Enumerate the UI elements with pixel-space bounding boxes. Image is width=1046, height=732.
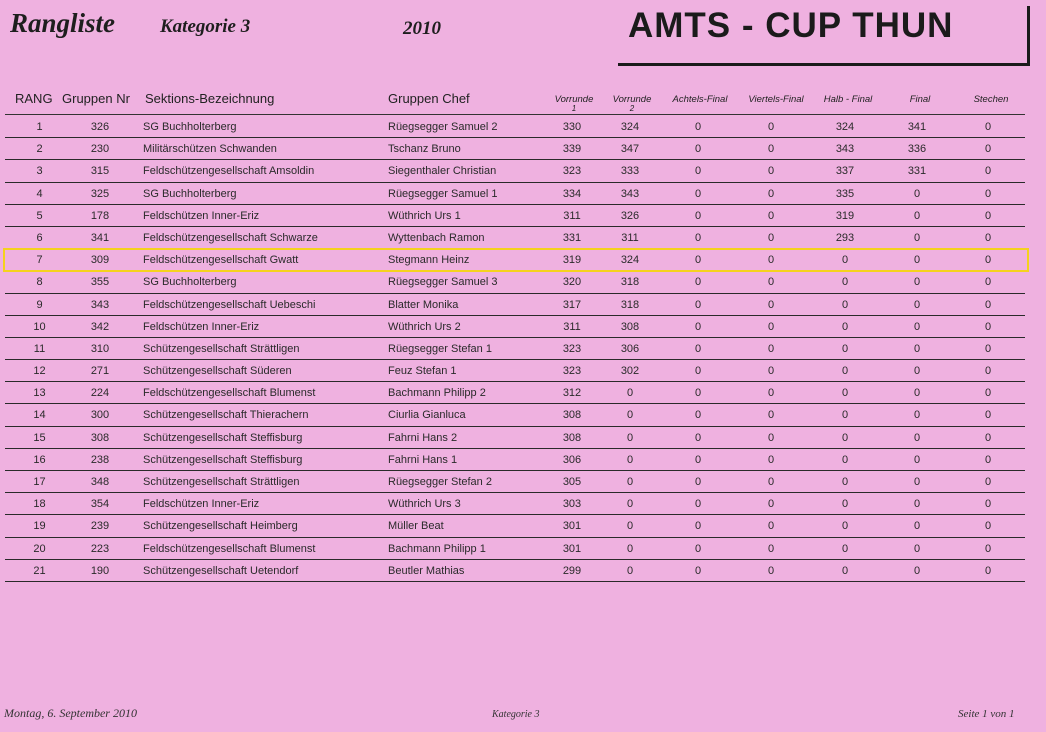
vorrunde-1-cell: 323 bbox=[562, 342, 582, 355]
section-name-cell: Feldschützengesellschaft Uebeschi bbox=[143, 298, 316, 311]
table-row bbox=[5, 493, 1025, 515]
rang-cell: 21 bbox=[33, 564, 46, 577]
vorrunde-1-cell: 312 bbox=[562, 387, 582, 400]
col-header-vorrunde-2: Vorrunde bbox=[612, 94, 652, 105]
stechen-cell: 0 bbox=[984, 143, 992, 156]
vorrunde-2-cell: 0 bbox=[626, 409, 634, 422]
vorrunde-1-cell: 305 bbox=[562, 476, 582, 488]
col-header-stechen: Stechen bbox=[973, 94, 1009, 105]
section-name-cell: Feldschützen Inner-Eriz bbox=[143, 498, 260, 511]
viertels-final-cell: 0 bbox=[767, 542, 775, 555]
vorrunde-2-cell: 302 bbox=[620, 365, 640, 378]
final-cell: 0 bbox=[913, 342, 921, 355]
viertels-final-cell: 0 bbox=[767, 121, 775, 133]
viertels-final-cell: 0 bbox=[767, 498, 775, 511]
stechen-cell: 0 bbox=[984, 520, 992, 533]
section-name-cell: Feldschützengesellschaft Blumenst bbox=[143, 387, 316, 400]
vorrunde-2-cell: 343 bbox=[620, 187, 640, 200]
achtels-final-cell: 0 bbox=[694, 209, 702, 222]
group-number-cell: 271 bbox=[90, 365, 110, 378]
section-name-cell: Schützengesellschaft Steffisburg bbox=[143, 453, 303, 466]
group-chief-cell: Wüthrich Urs 2 bbox=[388, 320, 461, 333]
col-header-rang: RANG bbox=[15, 91, 53, 106]
col-header-name: Sektions-Bezeichnung bbox=[145, 91, 275, 106]
halb-final-cell: 319 bbox=[835, 209, 855, 222]
rang-cell: 16 bbox=[33, 453, 46, 466]
group-chief-cell: Siegenthaler Christian bbox=[388, 165, 497, 178]
table-row bbox=[5, 183, 1025, 205]
vorrunde-1-cell: 319 bbox=[562, 254, 582, 267]
achtels-final-cell: 0 bbox=[694, 453, 702, 466]
group-chief-cell: Fahrni Hans 1 bbox=[388, 453, 458, 466]
rang-cell: 15 bbox=[33, 431, 46, 444]
viertels-final-cell: 0 bbox=[767, 209, 775, 222]
final-cell: 0 bbox=[913, 209, 921, 222]
table-row bbox=[5, 382, 1025, 404]
viertels-final-cell: 0 bbox=[767, 187, 775, 200]
viertels-final-cell: 0 bbox=[767, 254, 775, 267]
achtels-final-cell: 0 bbox=[694, 409, 702, 422]
vorrunde-1-cell: 311 bbox=[563, 209, 581, 222]
section-name-cell: Militärschützen Schwanden bbox=[143, 143, 277, 156]
vorrunde-2-cell: 0 bbox=[626, 542, 634, 555]
rang-cell: 3 bbox=[36, 165, 43, 178]
achtels-final-cell: 0 bbox=[694, 143, 702, 156]
group-chief-cell: Wyttenbach Ramon bbox=[388, 231, 485, 244]
stechen-cell: 0 bbox=[984, 187, 992, 200]
table-row bbox=[5, 404, 1025, 426]
group-chief-cell: Stegmann Heinz bbox=[388, 254, 470, 267]
col-header-final: Final bbox=[909, 94, 931, 105]
group-number-cell: 326 bbox=[90, 121, 110, 133]
group-number-cell: 342 bbox=[90, 320, 110, 333]
viertels-final-cell: 0 bbox=[767, 409, 775, 422]
viertels-final-cell: 0 bbox=[767, 453, 775, 466]
vorrunde-1-cell: 306 bbox=[562, 453, 582, 466]
halb-final-cell: 0 bbox=[841, 365, 849, 378]
final-cell: 0 bbox=[913, 431, 921, 444]
ranking-table bbox=[5, 116, 1025, 582]
halb-final-cell: 0 bbox=[841, 520, 849, 533]
halb-final-cell: 0 bbox=[841, 320, 849, 333]
group-chief-cell: Bachmann Philipp 2 bbox=[388, 387, 486, 400]
table-row bbox=[5, 160, 1025, 182]
section-name-cell: Schützengesellschaft Strättligen bbox=[143, 342, 300, 355]
group-chief-cell: Ciurlia Gianluca bbox=[388, 409, 466, 422]
stechen-cell: 0 bbox=[984, 276, 992, 289]
vorrunde-1-cell: 320 bbox=[562, 276, 582, 289]
vorrunde-2-cell: 326 bbox=[620, 209, 640, 222]
achtels-final-cell: 0 bbox=[694, 342, 702, 355]
vorrunde-1-cell: 308 bbox=[562, 409, 582, 422]
group-number-cell: 300 bbox=[90, 409, 110, 422]
table-row bbox=[5, 471, 1025, 493]
halb-final-cell: 324 bbox=[835, 121, 855, 133]
table-row bbox=[5, 560, 1025, 582]
stechen-cell: 0 bbox=[984, 542, 992, 555]
final-cell: 0 bbox=[913, 453, 921, 466]
final-cell: 0 bbox=[913, 542, 921, 555]
stechen-cell: 0 bbox=[984, 498, 992, 511]
vorrunde-1-cell: 303 bbox=[562, 498, 582, 511]
halb-final-cell: 0 bbox=[841, 276, 849, 289]
vorrunde-2-cell: 0 bbox=[626, 498, 634, 511]
section-name-cell: Schützengesellschaft Steffisburg bbox=[143, 431, 303, 444]
group-number-cell: 238 bbox=[90, 453, 110, 466]
table-row bbox=[5, 538, 1025, 560]
rang-cell: 18 bbox=[33, 498, 46, 511]
brand-frame-horizontal bbox=[618, 63, 1030, 66]
vorrunde-2-cell: 347 bbox=[620, 143, 640, 156]
group-number-cell: 178 bbox=[90, 209, 110, 222]
vorrunde-1-cell: 301 bbox=[562, 520, 582, 533]
halb-final-cell: 0 bbox=[841, 498, 849, 511]
final-cell: 0 bbox=[913, 476, 921, 488]
group-number-cell: 343 bbox=[90, 298, 110, 311]
achtels-final-cell: 0 bbox=[694, 564, 702, 577]
group-number-cell: 355 bbox=[90, 276, 110, 289]
col-header-chef: Gruppen Chef bbox=[388, 91, 470, 106]
vorrunde-2-cell: 0 bbox=[626, 431, 634, 444]
viertels-final-cell: 0 bbox=[767, 320, 775, 333]
group-number-cell: 224 bbox=[90, 387, 110, 400]
group-chief-cell: Wüthrich Urs 3 bbox=[388, 498, 461, 511]
vorrunde-2-cell: 324 bbox=[620, 254, 640, 267]
vorrunde-2-cell: 318 bbox=[620, 298, 640, 311]
vorrunde-2-cell: 308 bbox=[620, 320, 640, 333]
table-row bbox=[5, 338, 1025, 360]
rang-cell: 13 bbox=[33, 387, 46, 400]
final-cell: 331 bbox=[907, 165, 927, 178]
table-row bbox=[5, 427, 1025, 449]
achtels-final-cell: 0 bbox=[694, 231, 702, 244]
viertels-final-cell: 0 bbox=[767, 165, 775, 178]
group-chief-cell: Fahrni Hans 2 bbox=[388, 431, 458, 444]
final-cell: 0 bbox=[913, 365, 921, 378]
year-label: 2010 bbox=[403, 18, 441, 39]
vorrunde-1-cell: 301 bbox=[562, 542, 582, 555]
col-header-vorrunde-1: Vorrunde bbox=[554, 94, 594, 105]
category-subtitle: Kategorie 3 bbox=[160, 16, 251, 37]
section-name-cell: Feldschützengesellschaft Blumenst bbox=[143, 542, 316, 555]
rang-cell: 1 bbox=[36, 121, 43, 133]
vorrunde-2-cell: 0 bbox=[626, 520, 634, 533]
section-name-cell: Feldschützen Inner-Eriz bbox=[143, 320, 260, 333]
viertels-final-cell: 0 bbox=[767, 143, 775, 156]
rang-cell: 5 bbox=[36, 209, 43, 222]
halb-final-cell: 0 bbox=[841, 542, 849, 555]
table-row bbox=[5, 138, 1025, 160]
rang-cell: 20 bbox=[33, 542, 46, 555]
achtels-final-cell: 0 bbox=[694, 542, 702, 555]
group-number-cell: 310 bbox=[90, 342, 110, 355]
table-row bbox=[5, 360, 1025, 382]
section-name-cell: SG Buchholterberg bbox=[143, 276, 237, 289]
rang-cell: 8 bbox=[36, 276, 43, 289]
rang-cell: 19 bbox=[33, 520, 46, 533]
vorrunde-1-cell: 317 bbox=[562, 298, 582, 311]
halb-final-cell: 337 bbox=[835, 165, 855, 178]
col-header-halb-final: Halb - Final bbox=[823, 94, 873, 105]
group-chief-cell: Beutler Mathias bbox=[388, 564, 465, 577]
group-number-cell: 315 bbox=[90, 165, 110, 178]
vorrunde-1-cell: 308 bbox=[562, 431, 582, 444]
viertels-final-cell: 0 bbox=[767, 231, 775, 244]
vorrunde-1-cell: 323 bbox=[562, 165, 582, 178]
rang-cell: 10 bbox=[33, 320, 46, 333]
page-title: Rangliste bbox=[10, 8, 116, 38]
viertels-final-cell: 0 bbox=[767, 298, 775, 311]
rang-cell: 7 bbox=[36, 254, 43, 267]
achtels-final-cell: 0 bbox=[694, 254, 702, 267]
table-row bbox=[5, 294, 1025, 316]
col-header-vorrunde-1-num: 1 bbox=[571, 104, 577, 113]
viertels-final-cell: 0 bbox=[767, 564, 775, 577]
section-name-cell: Feldschützengesellschaft Schwarze bbox=[143, 231, 318, 244]
vorrunde-2-cell: 0 bbox=[626, 476, 634, 488]
section-name-cell: SG Buchholterberg bbox=[143, 121, 237, 133]
achtels-final-cell: 0 bbox=[694, 476, 702, 488]
vorrunde-2-cell: 306 bbox=[620, 342, 640, 355]
halb-final-cell: 343 bbox=[835, 143, 855, 156]
rang-cell: 2 bbox=[36, 143, 43, 156]
section-name-cell: SG Buchholterberg bbox=[143, 187, 237, 200]
final-cell: 0 bbox=[913, 387, 921, 400]
achtels-final-cell: 0 bbox=[694, 187, 702, 200]
group-chief-cell: Rüegsegger Samuel 1 bbox=[388, 187, 498, 200]
section-name-cell: Schützengesellschaft Uetendorf bbox=[143, 564, 299, 577]
group-chief-cell: Bachmann Philipp 1 bbox=[388, 542, 486, 555]
stechen-cell: 0 bbox=[984, 409, 992, 422]
col-header-viertels-final: Viertels-Final bbox=[748, 94, 804, 105]
final-cell: 0 bbox=[913, 298, 921, 311]
rang-cell: 11 bbox=[33, 342, 46, 355]
group-chief-cell: Blatter Monika bbox=[388, 298, 459, 311]
footer-category: Kategorie 3 bbox=[492, 709, 540, 720]
achtels-final-cell: 0 bbox=[694, 276, 702, 289]
group-chief-cell: Wüthrich Urs 1 bbox=[388, 209, 461, 222]
col-header-vorrunde-2-num: 2 bbox=[629, 104, 635, 113]
vorrunde-2-cell: 324 bbox=[620, 121, 640, 133]
group-number-cell: 309 bbox=[90, 254, 110, 267]
stechen-cell: 0 bbox=[984, 365, 992, 378]
vorrunde-1-cell: 339 bbox=[562, 143, 582, 156]
group-chief-cell: Rüegsegger Samuel 3 bbox=[388, 276, 498, 289]
vorrunde-1-cell: 331 bbox=[562, 231, 582, 244]
group-number-cell: 230 bbox=[90, 143, 110, 156]
vorrunde-2-cell: 333 bbox=[620, 165, 640, 178]
stechen-cell: 0 bbox=[984, 320, 992, 333]
header-divider bbox=[5, 114, 1025, 115]
section-name-cell: Feldschützen Inner-Eriz bbox=[143, 209, 260, 222]
final-cell: 341 bbox=[907, 121, 927, 133]
section-name-cell: Feldschützengesellschaft Gwatt bbox=[143, 254, 299, 267]
group-chief-cell: Rüegsegger Stefan 1 bbox=[388, 342, 492, 355]
achtels-final-cell: 0 bbox=[694, 431, 702, 444]
group-chief-cell: Müller Beat bbox=[388, 520, 444, 533]
brand-title: AMTS - CUP THUN bbox=[628, 6, 954, 45]
achtels-final-cell: 0 bbox=[694, 298, 702, 311]
halb-final-cell: 0 bbox=[841, 564, 849, 577]
table-row bbox=[5, 205, 1025, 227]
viertels-final-cell: 0 bbox=[767, 431, 775, 444]
vorrunde-1-cell: 311 bbox=[563, 320, 581, 333]
group-number-cell: 190 bbox=[90, 564, 110, 577]
halb-final-cell: 0 bbox=[841, 254, 849, 267]
stechen-cell: 0 bbox=[984, 298, 992, 311]
vorrunde-1-cell: 334 bbox=[562, 187, 582, 200]
final-cell: 0 bbox=[913, 520, 921, 533]
group-chief-cell: Feuz Stefan 1 bbox=[388, 365, 457, 378]
section-name-cell: Feldschützengesellschaft Amsoldin bbox=[143, 165, 315, 178]
viertels-final-cell: 0 bbox=[767, 342, 775, 355]
vorrunde-1-cell: 330 bbox=[562, 121, 582, 133]
group-chief-cell: Rüegsegger Samuel 2 bbox=[388, 121, 498, 133]
vorrunde-2-cell: 0 bbox=[626, 453, 634, 466]
vorrunde-2-cell: 0 bbox=[626, 387, 634, 400]
final-cell: 0 bbox=[913, 564, 921, 577]
final-cell: 0 bbox=[913, 187, 921, 200]
table-row bbox=[5, 271, 1025, 293]
section-name-cell: Schützengesellschaft Thierachern bbox=[143, 409, 309, 422]
group-number-cell: 341 bbox=[90, 231, 110, 244]
halb-final-cell: 293 bbox=[835, 231, 855, 244]
rang-cell: 12 bbox=[33, 365, 46, 378]
halb-final-cell: 0 bbox=[841, 387, 849, 400]
stechen-cell: 0 bbox=[984, 564, 992, 577]
achtels-final-cell: 0 bbox=[694, 520, 702, 533]
vorrunde-1-cell: 299 bbox=[562, 564, 582, 577]
group-number-cell: 354 bbox=[90, 498, 110, 511]
achtels-final-cell: 0 bbox=[694, 165, 702, 178]
group-chief-cell: Rüegsegger Stefan 2 bbox=[388, 476, 492, 488]
table-row bbox=[5, 116, 1025, 138]
footer-page-number: Seite 1 von 1 bbox=[958, 708, 1015, 720]
brand-frame-vertical bbox=[1027, 6, 1030, 64]
group-number-cell: 223 bbox=[90, 542, 110, 555]
final-cell: 0 bbox=[913, 276, 921, 289]
halb-final-cell: 335 bbox=[835, 187, 855, 200]
viertels-final-cell: 0 bbox=[767, 276, 775, 289]
section-name-cell: Schützengesellschaft Strättligen bbox=[143, 476, 300, 488]
table-row bbox=[5, 449, 1025, 471]
viertels-final-cell: 0 bbox=[767, 365, 775, 378]
group-number-cell: 308 bbox=[90, 431, 110, 444]
final-cell: 336 bbox=[907, 143, 927, 156]
rang-cell: 4 bbox=[36, 187, 43, 200]
halb-final-cell: 0 bbox=[841, 453, 849, 466]
stechen-cell: 0 bbox=[984, 476, 992, 488]
group-number-cell: 325 bbox=[90, 187, 110, 200]
final-cell: 0 bbox=[913, 254, 921, 267]
final-cell: 0 bbox=[913, 320, 921, 333]
section-name-cell: Schützengesellschaft Heimberg bbox=[143, 520, 298, 533]
vorrunde-2-cell: 311 bbox=[621, 231, 639, 244]
achtels-final-cell: 0 bbox=[694, 498, 702, 511]
group-chief-cell: Tschanz Bruno bbox=[388, 143, 461, 156]
stechen-cell: 0 bbox=[984, 165, 992, 178]
rang-cell: 14 bbox=[33, 409, 46, 422]
table-row bbox=[5, 316, 1025, 338]
section-name-cell: Schützengesellschaft Süderen bbox=[143, 365, 292, 378]
rang-cell: 9 bbox=[36, 298, 43, 311]
achtels-final-cell: 0 bbox=[694, 121, 702, 133]
group-number-cell: 348 bbox=[90, 476, 110, 488]
viertels-final-cell: 0 bbox=[767, 387, 775, 400]
stechen-cell: 0 bbox=[984, 254, 992, 267]
halb-final-cell: 0 bbox=[841, 409, 849, 422]
rang-cell: 6 bbox=[36, 231, 43, 244]
stechen-cell: 0 bbox=[984, 209, 992, 222]
col-header-achtels-final: Achtels-Final bbox=[672, 94, 728, 105]
table-row bbox=[5, 227, 1025, 249]
achtels-final-cell: 0 bbox=[694, 365, 702, 378]
vorrunde-2-cell: 318 bbox=[620, 276, 640, 289]
halb-final-cell: 0 bbox=[841, 431, 849, 444]
highlighted-row-frame bbox=[3, 248, 1029, 272]
halb-final-cell: 0 bbox=[841, 476, 849, 488]
stechen-cell: 0 bbox=[984, 453, 992, 466]
final-cell: 0 bbox=[913, 231, 921, 244]
stechen-cell: 0 bbox=[984, 231, 992, 244]
vorrunde-1-cell: 323 bbox=[562, 365, 582, 378]
achtels-final-cell: 0 bbox=[694, 387, 702, 400]
col-header-nr: Gruppen Nr bbox=[62, 91, 130, 106]
footer-date: Montag, 6. September 2010 bbox=[4, 706, 137, 720]
final-cell: 0 bbox=[913, 498, 921, 511]
stechen-cell: 0 bbox=[984, 121, 992, 133]
halb-final-cell: 0 bbox=[841, 342, 849, 355]
vorrunde-2-cell: 0 bbox=[626, 564, 634, 577]
table-row bbox=[5, 515, 1025, 537]
viertels-final-cell: 0 bbox=[767, 476, 775, 488]
stechen-cell: 0 bbox=[984, 387, 992, 400]
group-number-cell: 239 bbox=[90, 520, 110, 533]
achtels-final-cell: 0 bbox=[694, 320, 702, 333]
rang-cell: 17 bbox=[33, 476, 46, 488]
stechen-cell: 0 bbox=[984, 342, 992, 355]
final-cell: 0 bbox=[913, 409, 921, 422]
viertels-final-cell: 0 bbox=[767, 520, 775, 533]
stechen-cell: 0 bbox=[984, 431, 992, 444]
halb-final-cell: 0 bbox=[841, 298, 849, 311]
